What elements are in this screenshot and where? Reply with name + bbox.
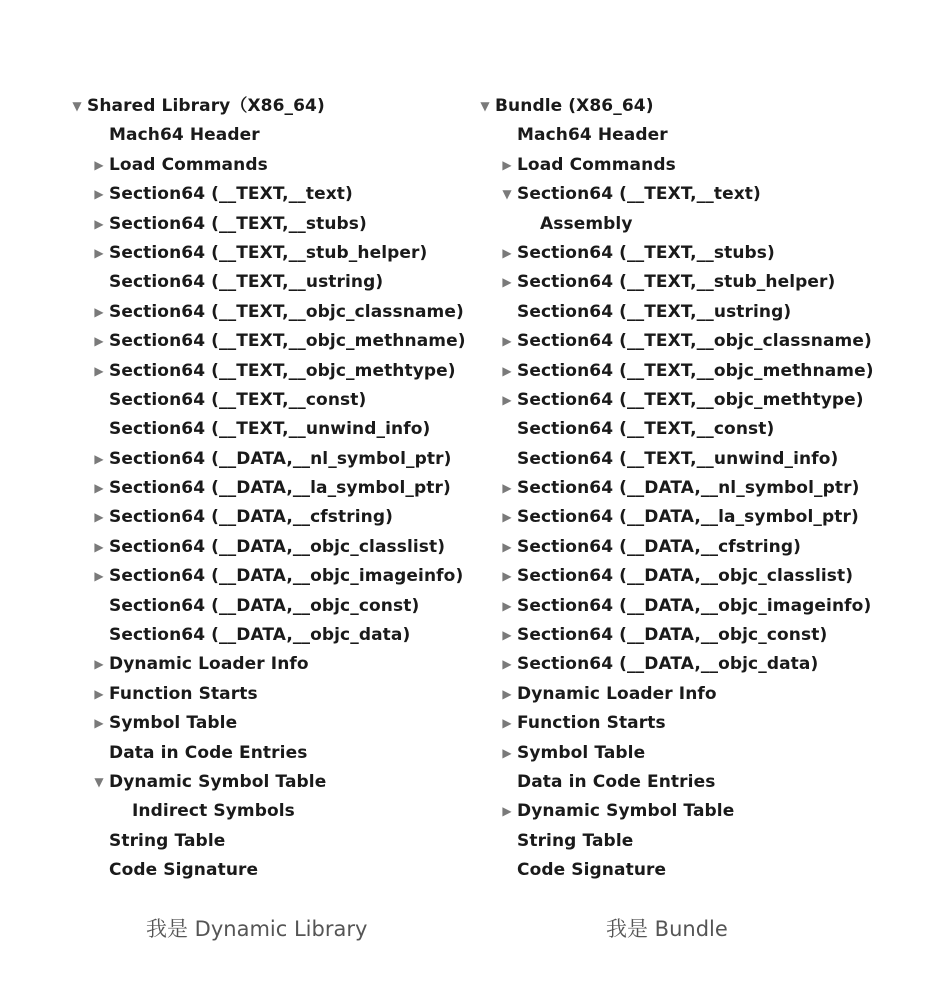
disclosure-triangle-right-icon[interactable]: ▶ <box>502 539 512 554</box>
disclosure-triangle-right-icon[interactable]: ▶ <box>94 334 104 349</box>
tree-item[interactable] <box>478 650 918 679</box>
tree-item-label: Function Starts <box>109 683 258 704</box>
disclosure-triangle-right-icon[interactable]: ▶ <box>502 275 512 290</box>
tree-item[interactable] <box>478 533 918 562</box>
tree-item-label: Section64 (__TEXT,__stub_helper) <box>517 272 836 293</box>
tree-item-label: Section64 (__DATA,__objc_imageinfo) <box>109 566 464 587</box>
tree-item-label: Symbol Table <box>517 742 646 763</box>
tree-item-label: Section64 (__TEXT,__stubs) <box>517 242 775 263</box>
tree-item[interactable] <box>70 327 470 356</box>
tree-item[interactable] <box>478 268 918 297</box>
disclosure-triangle-down-icon[interactable]: ▼ <box>72 99 82 113</box>
tree-item[interactable] <box>478 592 918 621</box>
tree-item[interactable] <box>478 298 918 327</box>
disclosure-triangle-down-icon[interactable]: ▼ <box>480 99 490 113</box>
tree-item-label: Section64 (__TEXT,__objc_methtype) <box>109 360 456 381</box>
tree-item-label: Shared Library（X86_64) <box>87 96 325 116</box>
tree-item[interactable] <box>70 180 470 209</box>
disclosure-triangle-right-icon[interactable]: ▶ <box>502 363 512 378</box>
tree-item[interactable] <box>70 709 470 738</box>
tree-item-label: Data in Code Entries <box>517 771 716 792</box>
tree-item-label: Symbol Table <box>109 713 238 734</box>
tree-item-label: Section64 (__DATA,__objc_imageinfo) <box>517 595 872 616</box>
tree-item-label: Assembly <box>540 213 633 234</box>
tree-item-label: Load Commands <box>109 154 268 175</box>
tree-item[interactable] <box>478 856 918 885</box>
tree-item[interactable] <box>478 768 918 797</box>
disclosure-triangle-right-icon[interactable]: ▶ <box>94 451 104 466</box>
tree-item-label: Section64 (__TEXT,__stubs) <box>109 213 367 234</box>
tree-item[interactable] <box>478 474 918 503</box>
tree-item-label: Load Commands <box>517 154 676 175</box>
tree-item-label: Indirect Symbols <box>132 801 295 822</box>
caption-bundle: 我是 Bundle <box>606 917 728 941</box>
tree-item-label: Section64 (__DATA,__la_symbol_ptr) <box>517 507 859 528</box>
tree-item[interactable] <box>70 415 470 444</box>
disclosure-triangle-right-icon[interactable]: ▶ <box>94 363 104 378</box>
tree-item[interactable] <box>70 445 470 474</box>
tree-item-label: Section64 (__DATA,__objc_const) <box>517 625 828 646</box>
tree-item[interactable] <box>70 121 470 150</box>
tree-item-label: Section64 (__TEXT,__unwind_info) <box>109 419 431 440</box>
tree-item-label: Section64 (__DATA,__cfstring) <box>517 536 801 557</box>
tree-item[interactable] <box>70 739 470 768</box>
tree-item[interactable] <box>478 621 918 650</box>
tree-item-label: Data in Code Entries <box>109 742 308 763</box>
tree-item[interactable] <box>70 210 470 239</box>
tree-item[interactable] <box>478 797 918 826</box>
tree-item-label: Section64 (__DATA,__nl_symbol_ptr) <box>109 448 452 469</box>
tree-item[interactable] <box>478 709 918 738</box>
tree-item-label: Section64 (__TEXT,__ustring) <box>517 301 792 322</box>
disclosure-triangle-right-icon[interactable]: ▶ <box>502 628 512 643</box>
disclosure-triangle-right-icon[interactable]: ▶ <box>94 187 104 202</box>
tree-item-label: Code Signature <box>109 860 259 881</box>
tree-item[interactable] <box>478 386 918 415</box>
disclosure-triangle-right-icon[interactable]: ▶ <box>502 686 512 701</box>
tree-item[interactable] <box>70 239 470 268</box>
tree-item[interactable] <box>70 768 470 797</box>
tree-item-label: String Table <box>109 830 226 851</box>
disclosure-triangle-right-icon[interactable]: ▶ <box>502 334 512 349</box>
tree-item-label: Mach64 Header <box>517 125 668 146</box>
left-outline-tree <box>70 92 470 886</box>
tree-item[interactable] <box>70 268 470 297</box>
tree-item[interactable] <box>478 210 918 239</box>
tree-item-label: Section64 (__DATA,__objc_classlist) <box>109 536 446 557</box>
disclosure-triangle-right-icon[interactable]: ▶ <box>502 745 512 760</box>
disclosure-triangle-right-icon[interactable]: ▶ <box>502 657 512 672</box>
tree-item[interactable] <box>70 151 470 180</box>
tree-root-item[interactable] <box>70 92 470 121</box>
tree-item[interactable] <box>70 533 470 562</box>
tree-item[interactable] <box>478 739 918 768</box>
tree-item[interactable] <box>478 357 918 386</box>
tree-item-label: Section64 (__DATA,__objc_const) <box>109 595 420 616</box>
tree-item[interactable] <box>70 386 470 415</box>
tree-item-label: Section64 (__TEXT,__objc_classname) <box>517 331 872 352</box>
tree-item-label: Section64 (__TEXT,__unwind_info) <box>517 448 839 469</box>
disclosure-triangle-right-icon[interactable]: ▶ <box>94 245 104 260</box>
tree-item[interactable] <box>70 797 470 826</box>
tree-item-label: Section64 (__TEXT,__stub_helper) <box>109 242 428 263</box>
tree-root-item[interactable] <box>478 92 918 121</box>
disclosure-triangle-right-icon[interactable]: ▶ <box>502 804 512 819</box>
caption-dynamic-library: 我是 Dynamic Library <box>146 917 368 941</box>
tree-item[interactable] <box>70 592 470 621</box>
tree-item-label: Section64 (__DATA,__la_symbol_ptr) <box>109 478 451 499</box>
tree-item[interactable] <box>478 562 918 591</box>
tree-item-label: Section64 (__DATA,__objc_classlist) <box>517 566 854 587</box>
tree-item[interactable] <box>70 856 470 885</box>
disclosure-triangle-right-icon[interactable]: ▶ <box>502 481 512 496</box>
disclosure-triangle-right-icon[interactable]: ▶ <box>94 569 104 584</box>
tree-item-label: Section64 (__TEXT,__ustring) <box>109 272 384 293</box>
disclosure-triangle-right-icon[interactable]: ▶ <box>94 686 104 701</box>
tree-item-label: Section64 (__TEXT,__text) <box>109 184 353 205</box>
tree-item-label: Bundle (X86_64) <box>495 96 654 116</box>
tree-item[interactable] <box>70 827 470 856</box>
disclosure-triangle-down-icon[interactable]: ▼ <box>502 187 512 202</box>
tree-item-label: Section64 (__TEXT,__const) <box>517 419 775 440</box>
disclosure-triangle-right-icon[interactable]: ▶ <box>94 716 104 731</box>
disclosure-triangle-right-icon[interactable]: ▶ <box>94 481 104 496</box>
disclosure-triangle-right-icon[interactable]: ▶ <box>502 598 512 613</box>
disclosure-triangle-right-icon[interactable]: ▶ <box>94 539 104 554</box>
tree-item-label: Code Signature <box>517 860 667 881</box>
disclosure-triangle-right-icon[interactable]: ▶ <box>94 157 104 172</box>
tree-item-label: Section64 (__DATA,__objc_data) <box>517 654 819 675</box>
tree-item[interactable] <box>70 298 470 327</box>
disclosure-triangle-right-icon[interactable]: ▶ <box>94 510 104 525</box>
tree-item-label: Section64 (__DATA,__cfstring) <box>109 507 393 528</box>
tree-item-label: Section64 (__TEXT,__const) <box>109 389 367 410</box>
tree-item[interactable] <box>478 503 918 532</box>
disclosure-triangle-right-icon[interactable]: ▶ <box>94 216 104 231</box>
tree-item-label: Section64 (__TEXT,__objc_methname) <box>517 360 874 381</box>
disclosure-triangle-right-icon[interactable]: ▶ <box>94 304 104 319</box>
tree-item-label: Section64 (__TEXT,__text) <box>517 184 761 205</box>
tree-item-label: Dynamic Symbol Table <box>517 801 735 822</box>
tree-item[interactable] <box>478 180 918 209</box>
tree-item[interactable] <box>478 415 918 444</box>
tree-item-label: Dynamic Symbol Table <box>109 771 327 792</box>
tree-item[interactable] <box>70 621 470 650</box>
tree-item[interactable] <box>70 357 470 386</box>
disclosure-triangle-right-icon[interactable]: ▶ <box>502 569 512 584</box>
tree-item-label: Section64 (__TEXT,__objc_classname) <box>109 301 464 322</box>
tree-item-label: Section64 (__DATA,__objc_data) <box>109 625 411 646</box>
tree-item[interactable] <box>478 445 918 474</box>
disclosure-triangle-down-icon[interactable]: ▼ <box>94 774 104 789</box>
tree-item[interactable] <box>478 239 918 268</box>
tree-item[interactable] <box>478 151 918 180</box>
disclosure-triangle-right-icon[interactable]: ▶ <box>502 245 512 260</box>
tree-item[interactable] <box>70 474 470 503</box>
tree-item[interactable] <box>70 562 470 591</box>
tree-item-label: Section64 (__TEXT,__objc_methtype) <box>517 389 864 410</box>
disclosure-triangle-right-icon[interactable]: ▶ <box>502 510 512 525</box>
tree-item[interactable] <box>70 503 470 532</box>
disclosure-triangle-right-icon[interactable]: ▶ <box>502 716 512 731</box>
tree-item[interactable] <box>478 680 918 709</box>
tree-item-label: Section64 (__TEXT,__objc_methname) <box>109 331 466 352</box>
right-outline-tree <box>478 92 918 886</box>
tree-item-label: Mach64 Header <box>109 125 260 146</box>
tree-item[interactable] <box>478 121 918 150</box>
disclosure-triangle-right-icon[interactable]: ▶ <box>502 157 512 172</box>
disclosure-triangle-right-icon[interactable]: ▶ <box>94 657 104 672</box>
tree-item[interactable] <box>70 650 470 679</box>
tree-item-label: Dynamic Loader Info <box>109 654 309 675</box>
tree-item-label: String Table <box>517 830 634 851</box>
tree-item-label: Section64 (__DATA,__nl_symbol_ptr) <box>517 478 860 499</box>
tree-item-label: Dynamic Loader Info <box>517 683 717 704</box>
disclosure-triangle-right-icon[interactable]: ▶ <box>502 392 512 407</box>
tree-item[interactable] <box>478 327 918 356</box>
tree-item[interactable] <box>478 827 918 856</box>
tree-item-label: Function Starts <box>517 713 666 734</box>
tree-item[interactable] <box>70 680 470 709</box>
